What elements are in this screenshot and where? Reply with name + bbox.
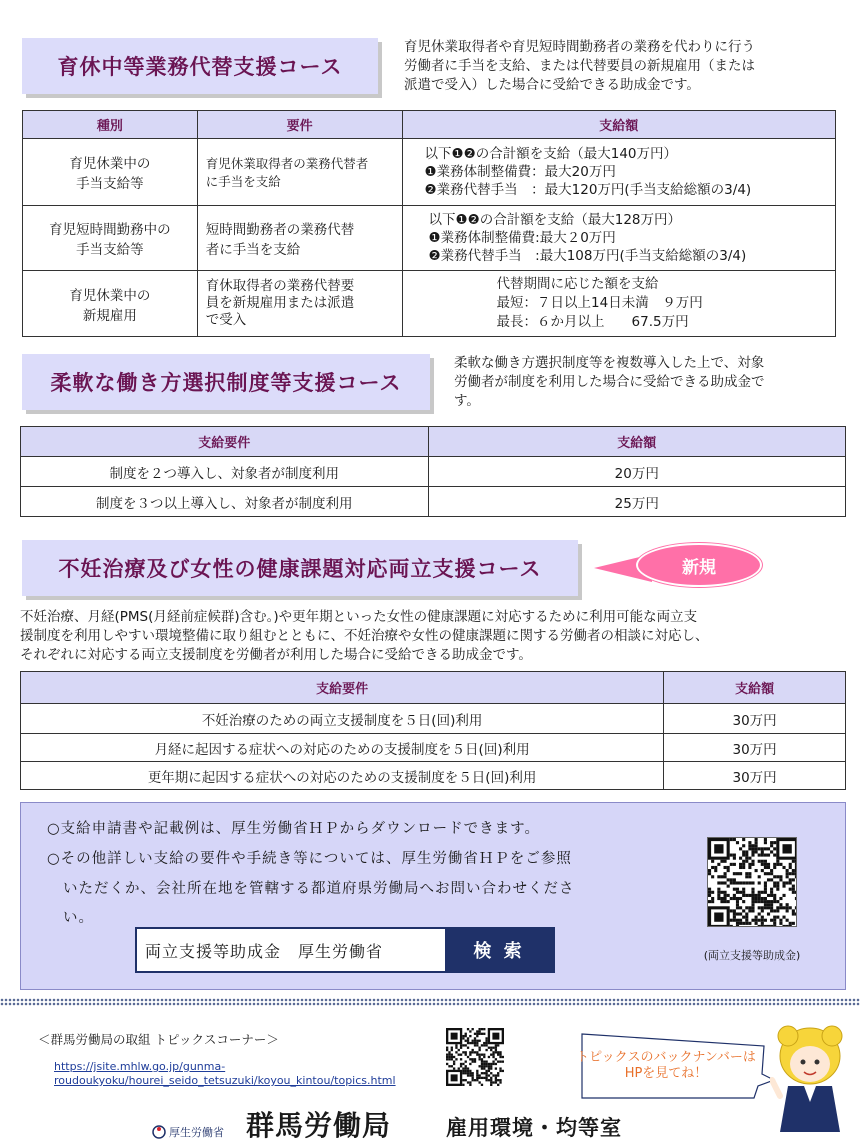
info-details-line: い。 — [63, 910, 94, 926]
amount-line: 以下❶❷の合計額を支給（最大140万円） — [424, 146, 678, 162]
section2-intro-line: す。 — [454, 393, 480, 409]
requirement-cell: 更年期に起因する症状への対応のための支援制度を５日(回)利用 — [21, 762, 664, 790]
requirement-line: で受入 — [205, 312, 247, 328]
footer-heading: ＜群馬労働局の取組 トピックスコーナー＞ — [38, 1032, 279, 1047]
section2-intro — [454, 354, 844, 411]
info-details-line: いただくか、会社所在地を管轄する都道府県労働局へお問い合わせくださ — [63, 881, 575, 897]
section1-intro — [404, 38, 844, 95]
type-line: 手当支給等 — [76, 176, 144, 192]
requirement-cell — [197, 206, 402, 271]
topics-link-line: https://jsite.mhlw.go.jp/gunma- — [54, 1060, 226, 1073]
qr-code-pattern — [446, 1028, 504, 1086]
column-header-type: 種別 — [23, 111, 198, 139]
table-row — [21, 734, 846, 762]
requirement-line: 育児休業取得者の業務代替者 — [205, 156, 369, 171]
ministry-emblem-icon — [152, 1125, 166, 1139]
amount-line: 最長：６か月以上 67.5万円 — [496, 314, 689, 330]
amount-line: 最短：７日以上14日未満 ９万円 — [496, 295, 703, 311]
section1-intro-line: 労働者に手当を支給、または代替要員の新規雇用（または — [404, 58, 755, 74]
table-row — [21, 704, 846, 734]
amount-cell: 30万円 — [664, 704, 846, 734]
section2-intro-line: 労働者が制度を利用した場合に受給できる助成金で — [454, 374, 765, 390]
section3-intro-line: 援制度を利用しやすい環境整備に取り組むとともに、不妊治療や女性の健康課題に関する労働者の相談に対応し、 — [20, 628, 709, 644]
amount-line: 代替期間に応じた額を支給 — [496, 276, 659, 292]
section2-table — [20, 426, 846, 517]
section1-intro-line: 派遣で受入）した場合に受給できる助成金です。 — [404, 77, 700, 93]
type-line: 育児短時間勤務中の — [49, 222, 171, 238]
requirement-line: に手当を支給 — [205, 174, 281, 189]
amount-cell — [402, 271, 835, 337]
qr-code — [707, 837, 797, 927]
qr-caption: (両立支援等助成金) — [703, 949, 801, 962]
section3-heading: 不妊治療及び女性の健康課題対応両立支援コース — [22, 540, 578, 596]
requirement-cell — [197, 271, 402, 337]
table-row — [21, 487, 846, 517]
qr-code-pattern — [708, 838, 797, 927]
type-cell — [23, 139, 198, 206]
requirement-cell: 月経に起因する症状への対応のための支援制度を５日(回)利用 — [21, 734, 664, 762]
search-button[interactable]: 検 索 — [445, 929, 553, 971]
bureau-name: 群馬労働局 — [246, 1109, 392, 1142]
requirement-cell: 制度を３つ以上導入し、対象者が制度利用 — [21, 487, 429, 517]
column-header-amount: 支給額 — [402, 111, 835, 139]
section3-intro-line: 不妊治療、月経(PMS(月経前症候群)含む。)や更年期といった女性の健康課題に対応するために利用可能な両立支 — [20, 609, 698, 625]
requirement-line: 短時間勤務者の業務代替 — [205, 222, 355, 238]
table-row — [23, 206, 836, 271]
footer-qr-code — [446, 1028, 504, 1086]
ministry-logo — [152, 1124, 224, 1140]
search-box[interactable] — [135, 927, 555, 973]
requirement-line: 育休取得者の業務代替要 — [205, 278, 355, 294]
amount-cell: 25万円 — [428, 487, 846, 517]
amount-line: ❷業務代替手当 ：最大120万円(手当支給総額の3/4) — [424, 182, 752, 198]
requirement-cell — [197, 139, 402, 206]
topics-link-line: roudoukyoku/hourei_seido_tetsuzuki/koyou_kintou/topics.html — [54, 1074, 396, 1087]
section1-intro-line: 育児休業取得者や育児短時間勤務者の業務を代わりに行う — [404, 39, 755, 55]
type-line: 新規雇用 — [82, 307, 137, 324]
section1-heading: 育休中等業務代替支援コース — [22, 38, 378, 94]
amount-cell — [402, 206, 835, 271]
section3-table — [20, 671, 846, 790]
type-cell — [23, 206, 198, 271]
table-row — [21, 762, 846, 790]
section3-intro — [20, 608, 850, 665]
requirement-line: 員を新規雇用または派遣 — [205, 295, 355, 311]
dotted-divider — [0, 998, 860, 1006]
ministry-name: 厚生労働省 — [169, 1126, 224, 1139]
info-download-line: ○支給申請書や記載例は、厚生労働省ＨＰからダウンロードできます。 — [47, 821, 540, 837]
search-query[interactable]: 両立支援等助成金 厚生労働省 — [145, 941, 384, 961]
speech-bubble-text — [566, 1050, 766, 1082]
new-badge: 新規 — [636, 543, 762, 587]
table-row — [21, 457, 846, 487]
bubble-line: トピックスのバックナンバーは — [576, 1050, 756, 1065]
bubble-line: HPを見てね！ — [624, 1066, 708, 1081]
amount-cell: 30万円 — [664, 762, 846, 790]
amount-line: 以下❶❷の合計額を支給（最大128万円） — [428, 212, 682, 228]
amount-line: ❶業務体制整備費:最大２0万円 — [428, 230, 616, 246]
column-header-amount: 支給額 — [428, 427, 846, 457]
amount-line: ❶業務体制整備費：最大20万円 — [424, 164, 616, 180]
amount-cell: 20万円 — [428, 457, 846, 487]
section2-intro-line: 柔軟な働き方選択制度等を複数導入した上で、対象 — [454, 355, 765, 371]
table-row — [23, 139, 836, 206]
section2-heading: 柔軟な働き方選択制度等支援コース — [22, 354, 430, 410]
requirement-line: 者に手当を支給 — [205, 242, 301, 258]
info-details-line: ○その他詳しい支給の要件や手続き等については、厚生労働省ＨＰをご参照 — [47, 851, 572, 867]
column-header-requirement: 支給要件 — [21, 427, 429, 457]
section3-intro-line: それぞれに対応する両立支援制度を労働者が利用した場合に受給できる助成金です。 — [20, 647, 532, 663]
amount-cell — [402, 139, 835, 206]
amount-line: ❷業務代替手当 :最大108万円(手当支給総額の3/4) — [428, 248, 747, 264]
section1-table — [22, 110, 836, 337]
mascot-character-icon — [770, 1022, 850, 1138]
amount-cell: 30万円 — [664, 734, 846, 762]
requirement-cell: 不妊治療のための両立支援制度を５日(回)利用 — [21, 704, 664, 734]
column-header-requirement: 要件 — [197, 111, 402, 139]
column-header-amount: 支給額 — [664, 672, 846, 704]
requirement-cell: 制度を２つ導入し、対象者が制度利用 — [21, 457, 429, 487]
column-header-requirement: 支給要件 — [21, 672, 664, 704]
type-line: 手当支給等 — [76, 242, 144, 258]
info-panel — [20, 802, 846, 990]
type-cell — [23, 271, 198, 337]
type-line: 育児休業中の — [69, 156, 151, 172]
topics-link[interactable] — [54, 1060, 396, 1088]
type-line: 育児休業中の — [69, 287, 151, 304]
table-row — [23, 271, 836, 337]
office-name: 雇用環境・均等室 — [446, 1116, 622, 1140]
